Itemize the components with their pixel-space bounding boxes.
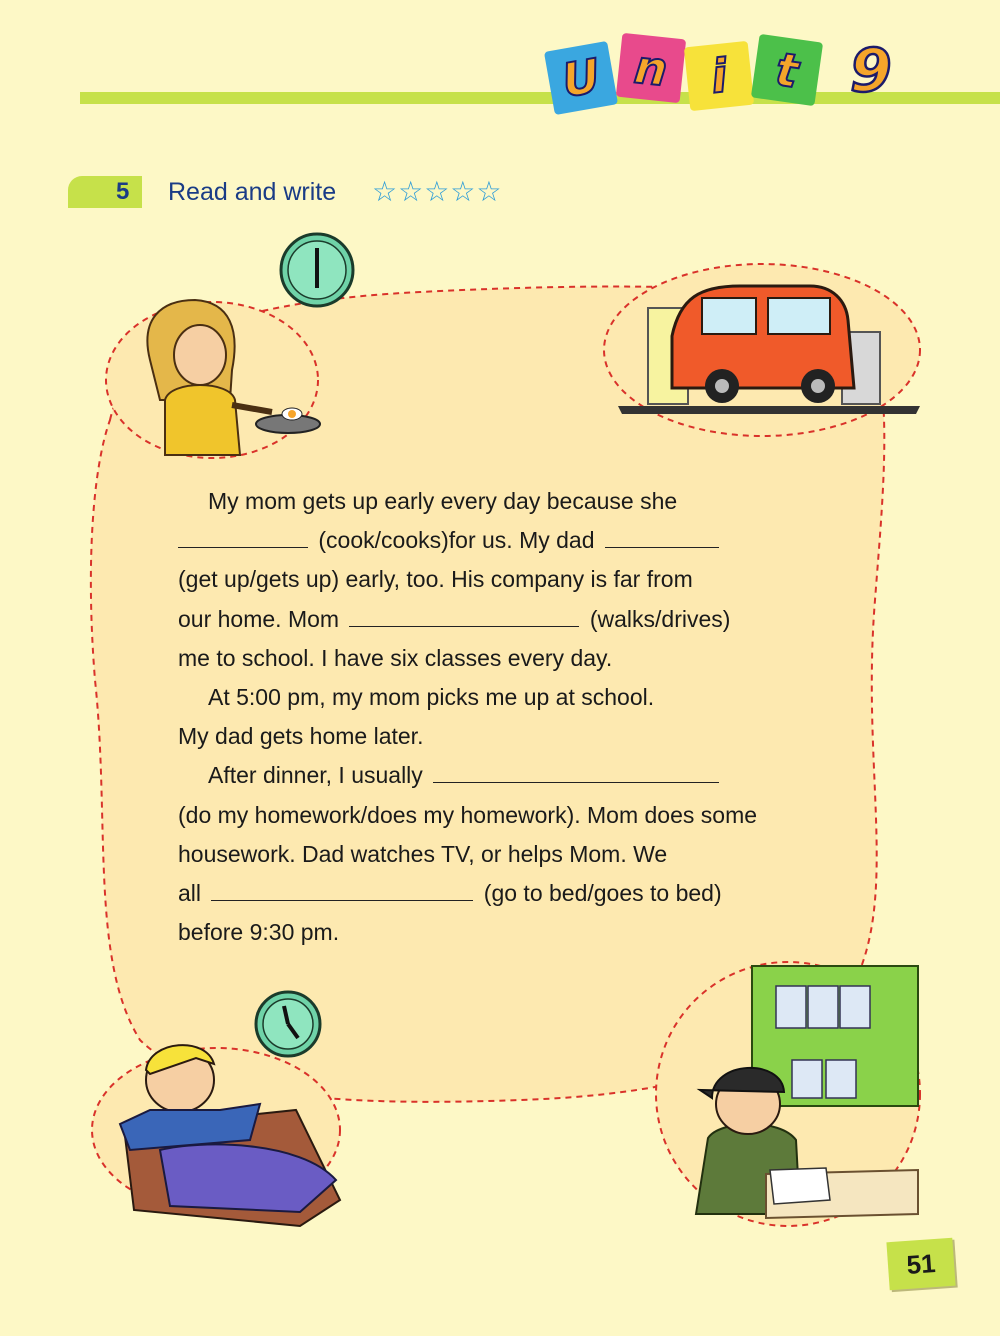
- answer-blank[interactable]: [433, 760, 719, 783]
- passage-line: our home. Mom (walks/drives): [178, 605, 731, 632]
- boy-homework-illustration: [656, 962, 920, 1226]
- unit-tile-n: n: [616, 33, 686, 103]
- passage-line: (cook/cooks)for us. My dad: [178, 521, 858, 560]
- passage-line: My mom gets up early every day because she: [208, 488, 678, 514]
- passage-line: housework. Dad watches TV, or helps Mom. We: [178, 840, 668, 867]
- passage-line: before 9:30 pm.: [178, 919, 340, 946]
- reading-passage: [178, 482, 858, 952]
- car-illustration: [604, 264, 920, 436]
- answer-blank[interactable]: [178, 525, 308, 548]
- passage-line: After dinner, I usually: [178, 756, 858, 795]
- unit-number: 9: [850, 36, 892, 106]
- passage-line: me to school. I have six classes every day.: [178, 644, 613, 671]
- difficulty-stars: ☆☆☆☆☆: [372, 175, 503, 208]
- passage-line: My dad gets home later.: [178, 723, 424, 750]
- unit-tile-t: t: [751, 34, 823, 106]
- answer-blank[interactable]: [605, 525, 719, 548]
- section-number: 5: [116, 178, 130, 205]
- unit-tile-i: i: [684, 41, 754, 111]
- boy-waking-illustration: [92, 1045, 340, 1226]
- passage-line: At 5:00 pm, my mom picks me up at school.: [208, 684, 655, 711]
- page-number: 51: [905, 1247, 937, 1280]
- clock-icon: [281, 234, 353, 306]
- passage-line: (get up/gets up) early, too. His company is far from: [178, 566, 693, 593]
- unit-tile-u: U: [544, 41, 618, 115]
- answer-blank[interactable]: [349, 604, 579, 627]
- passage-line: (do my homework/does my homework). Mom does some: [178, 801, 758, 828]
- page-number-badge: [886, 1238, 955, 1290]
- section-title: Read and write: [168, 178, 337, 206]
- clock-icon: [256, 992, 320, 1056]
- answer-blank[interactable]: [211, 878, 473, 901]
- passage-line: all (go to bed/goes to bed): [178, 880, 722, 907]
